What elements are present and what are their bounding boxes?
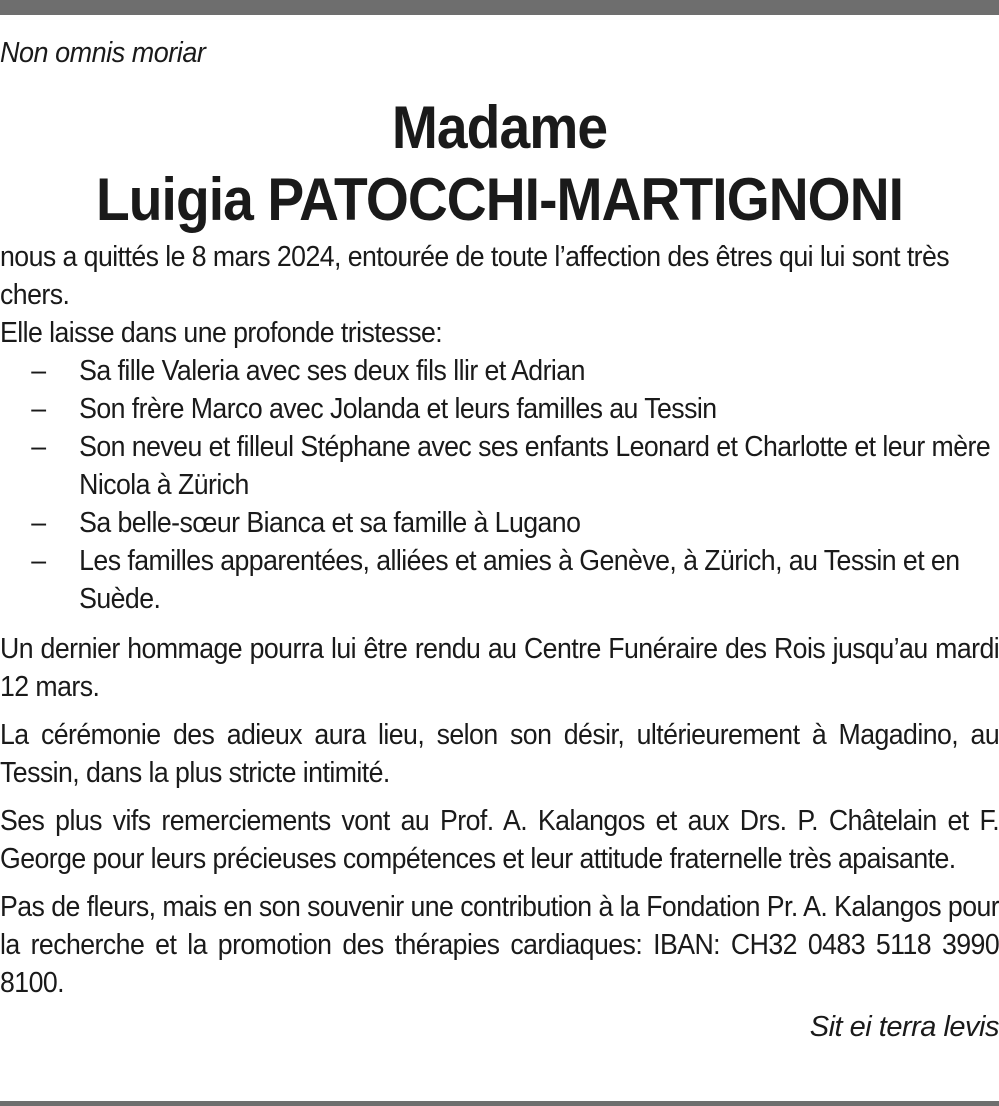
announcement: nous a quittés le 8 mars 2024, entourée de toute l’affection des êtres qui lui sont très chers. <box>0 241 950 311</box>
survivors-intro: Elle laisse dans une profonde tristesse: <box>0 317 443 349</box>
ceremony-paragraph: La cérémonie des adieux aura lieu, selon son désir, ultérieurement à Magadino, au Tessin, dans la plus stricte intimité. <box>0 719 999 789</box>
list-item <box>0 542 999 618</box>
list-item-text: Les familles apparentées, alliées et amies à Genève, à Zürich, au Tessin et en Suède. <box>79 545 960 615</box>
list-item <box>0 390 999 428</box>
closing-phrase: Sit ei terra levis <box>809 1011 999 1043</box>
obituary-notice <box>0 34 999 1046</box>
top-border-rule <box>0 0 999 15</box>
list-item <box>0 428 999 504</box>
list-item-text: Sa fille Valeria avec ses deux fils llir et Adrian <box>79 355 585 387</box>
list-item <box>0 352 999 390</box>
thanks-paragraph: Ses plus vifs remerciements vont au Prof. A. Kalangos et aux Drs. P. Châtelain et F. George pour leurs précieuses compétences et leur attitude fraternelle très apaisante. <box>0 805 999 875</box>
notice-body <box>0 238 999 1002</box>
list-item-text: Son frère Marco avec Jolanda et leurs familles au Tessin <box>79 393 717 425</box>
list-item-text: Son neveu et filleul Stéphane avec ses enfants Leonard et Charlotte et leur mère Nicola à Zürich <box>79 431 991 501</box>
deceased-name: Luigia PATOCCHI-MARTIGNONI <box>95 166 904 233</box>
list-dash: – <box>31 545 46 577</box>
donation-paragraph: Pas de fleurs, mais en son souvenir une contribution à la Fondation Pr. A. Kalangos pour la recherche et la promotion des thérapies cardiaques: IBAN: CH32 0483 5118 3990 8100. <box>0 891 999 999</box>
list-dash: – <box>31 393 46 425</box>
honorific: Madame <box>391 94 608 161</box>
epigraph: Non omnis moriar <box>0 37 206 69</box>
list-item <box>0 504 999 542</box>
bottom-border-rule <box>0 1101 999 1106</box>
list-dash: – <box>31 355 46 387</box>
list-dash: – <box>31 507 46 539</box>
list-item-text: Sa belle-sœur Bianca et sa famille à Lugano <box>79 507 581 539</box>
survivors-list <box>0 352 999 618</box>
list-dash: – <box>31 431 46 463</box>
tribute-paragraph: Un dernier hommage pourra lui être rendu au Centre Funéraire des Rois jusqu’au mardi 12 mars. <box>0 633 999 703</box>
